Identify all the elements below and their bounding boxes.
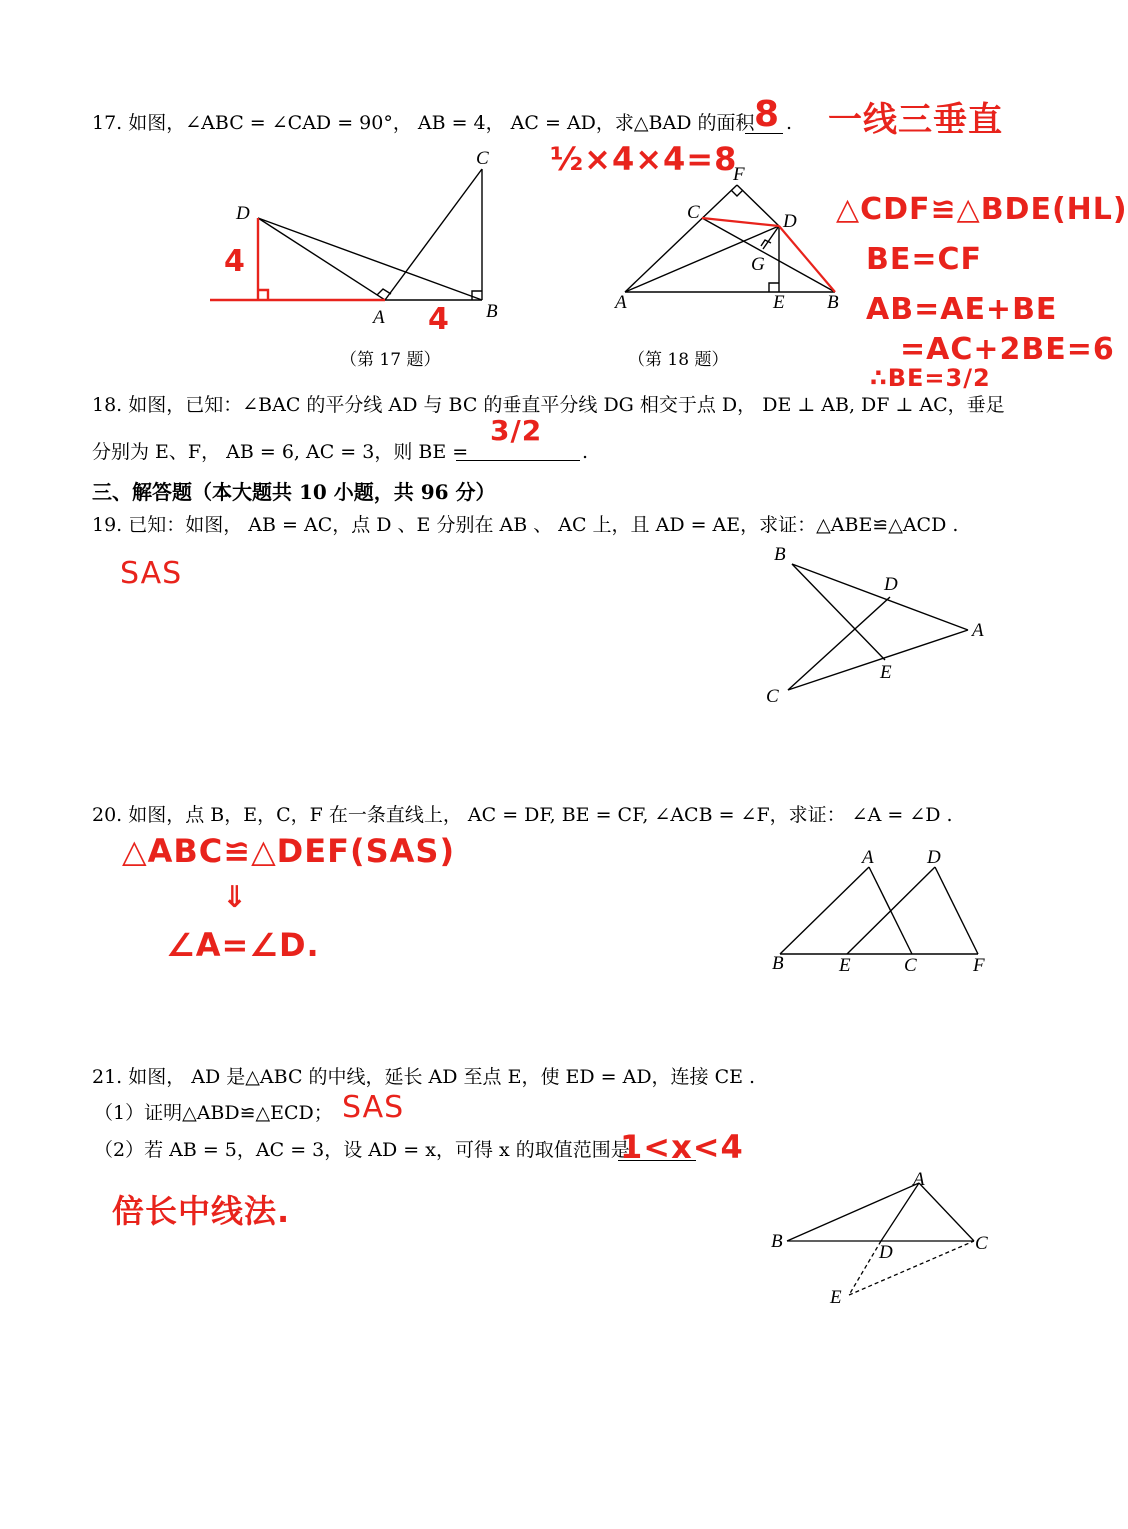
label-A: A (913, 1169, 925, 1190)
label-C: C (975, 1233, 988, 1254)
label-C: C (476, 148, 489, 169)
red-segment-DB (779, 226, 835, 292)
segment-BA (792, 564, 968, 630)
q21-part1: （1）证明△ABD≌△ECD； (94, 1102, 333, 1124)
q17-note: 一线三垂直 (828, 100, 1003, 140)
label-B: B (771, 1231, 783, 1252)
label-E: E (839, 955, 851, 976)
label-D: D (884, 574, 898, 595)
q17-text: 17. 如图，∠ABC = ∠CAD = 90°， AB = 4， AC = AD，求△BAD 的面积 (92, 112, 755, 134)
label-A: A (373, 307, 385, 328)
segment-CD (788, 597, 890, 690)
q18-answer: 3/2 (490, 414, 543, 447)
label-F: F (733, 164, 745, 185)
q18-hw-line2: BE=CF (866, 242, 983, 277)
label-A: A (862, 847, 874, 868)
segment-DF (935, 867, 978, 954)
segment-BA (787, 1183, 919, 1241)
q21-part2: （2）若 AB = 5，AC = 3，设 AD = x，可得 x 的取值范围是 (94, 1139, 630, 1161)
segment-ED (847, 867, 935, 954)
label-F: F (973, 955, 985, 976)
label-D: D (236, 203, 250, 224)
q19-text: 19. 已知：如图， AB = AC，点 D 、E 分别在 AB 、 AC 上，且 AD = AE，求证：△ABE≌△ACD . (92, 514, 959, 536)
label-B: B (774, 544, 786, 565)
label-E: E (830, 1287, 842, 1308)
segment-BA (780, 867, 869, 954)
label-B: B (827, 292, 839, 313)
segment-AC (919, 1183, 974, 1241)
segment-AF (625, 185, 737, 292)
segment-CB (702, 218, 835, 292)
label-C: C (904, 955, 917, 976)
q20-figure (765, 845, 995, 980)
q17-caption: （第 17 题） (340, 350, 441, 370)
q17-side2: 4 (428, 302, 450, 337)
label-C: C (687, 202, 700, 223)
label-D: D (879, 1242, 893, 1263)
q17-period: . (786, 112, 793, 134)
q17-calc: ½×4×4=8 (550, 140, 738, 178)
q19-figure (760, 540, 1000, 715)
q17-side1: 4 (224, 244, 246, 279)
label-E: E (880, 662, 892, 683)
q21-note: 倍长中线法. (112, 1192, 291, 1230)
label-B: B (486, 301, 498, 322)
q17-figure (200, 145, 520, 345)
segment-DA (258, 218, 385, 300)
label-E: E (773, 292, 785, 313)
q18-figure (615, 160, 855, 320)
segment-CA (788, 630, 968, 690)
q19-answer: SAS (120, 556, 183, 591)
label-G: G (751, 254, 765, 275)
q20-hw-line1: △ABC≌△DEF(SAS) (122, 832, 456, 870)
segment-DB (258, 218, 482, 300)
q18-hw-line5: ∴BE=3/2 (870, 364, 991, 392)
q20-hw-line2: ∠A=∠D. (166, 926, 320, 964)
label-B: B (772, 953, 784, 974)
label-A: A (615, 292, 627, 313)
q21-part1-answer: SAS (342, 1090, 405, 1125)
q21-figure (765, 1165, 995, 1310)
q18-hw-line3: AB=AE+BE (866, 292, 1058, 327)
q21-text: 21. 如图， AD 是△ABC 的中线，延长 AD 至点 E，使 ED = AD，连接 CE . (92, 1066, 756, 1088)
label-D: D (783, 211, 797, 232)
right-angle-E (769, 283, 779, 292)
segment-BE (792, 564, 885, 660)
q17-answer: 8 (754, 94, 781, 135)
segment-EC (849, 1241, 974, 1295)
q20-hw-arrow: ⇓ (222, 880, 249, 915)
label-D: D (927, 847, 941, 868)
section-3-header: 三、解答题（本大题共 10 小题，共 96 分） (92, 480, 496, 504)
label-A: A (972, 620, 984, 641)
segment-AC (385, 169, 482, 300)
q20-text: 20. 如图，点 B，E，C，F 在一条直线上， AC = DF, BE = CF, ∠ACB = ∠F，求证： ∠A = ∠D . (92, 804, 953, 826)
q18-period: . (582, 441, 589, 463)
segment-FD (737, 185, 779, 226)
q18-line1: 18. 如图，已知：∠BAC 的平分线 AD 与 BC 的垂直平分线 DG 相交于点 D， DE ⊥ AB, DF ⊥ AC，垂足 (92, 394, 1005, 416)
q18-hw-line1: △CDF≌△BDE(HL) (836, 192, 1128, 227)
q21-range: 1<x<4 (620, 1128, 744, 1166)
q18-caption: （第 18 题） (628, 350, 729, 370)
segment-DE (849, 1241, 881, 1295)
q18-hw-line4: =AC+2BE=6 (900, 332, 1115, 367)
label-C: C (766, 686, 779, 707)
q18-line2: 分别为 E、F， AB = 6, AC = 3，则 BE = (92, 441, 469, 463)
red-right-angle (258, 290, 268, 300)
right-angle-F (731, 190, 743, 196)
